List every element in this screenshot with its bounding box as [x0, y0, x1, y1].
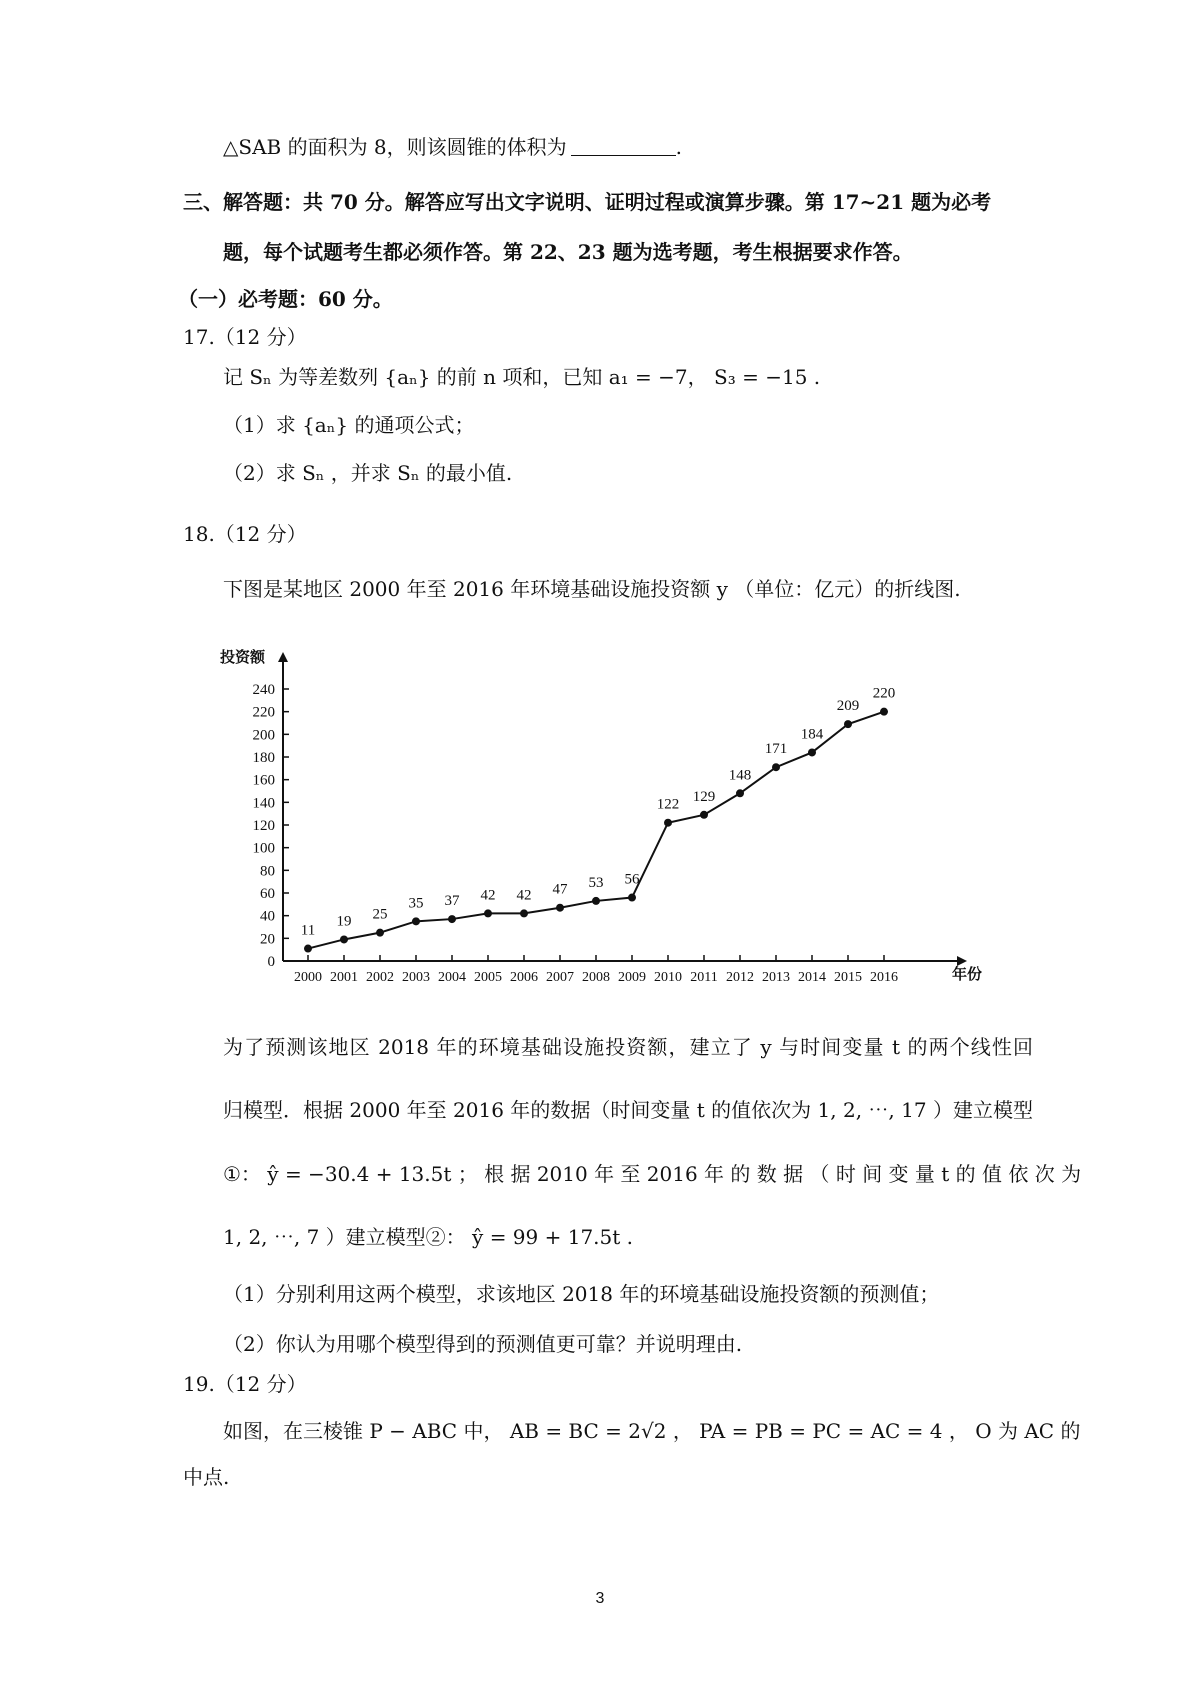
q19-statement: 如图，在三棱锥 P − ABC 中， AB = BC = 2√2 ， PA = PB = PC = AC = 4 ， O 为 AC 的 [223, 1419, 1081, 1443]
section-three-heading-cont: 题，每个试题考生都必须作答。第 22、23 题为选考题，考生根据要求作答。 [223, 240, 913, 264]
y-tick-label: 200 [252, 727, 275, 744]
q17-heading: 17.（12 分） [183, 325, 307, 349]
y-tick-label: 60 [260, 886, 275, 902]
series-line [308, 712, 884, 949]
x-tick-label: 2011 [690, 970, 718, 985]
x-tick-label: 2015 [834, 970, 862, 985]
x-axis-label: 年份 [952, 967, 983, 983]
data-label: 220 [872, 685, 896, 702]
x-tick-label: 2003 [402, 970, 430, 985]
x-tick-label: 2008 [582, 970, 610, 985]
x-tick-label: 2000 [294, 970, 322, 985]
data-label: 184 [800, 726, 824, 743]
q16-tail-line [223, 133, 682, 161]
data-point [484, 909, 492, 917]
data-label: 122 [656, 796, 680, 813]
data-point [772, 763, 780, 771]
data-point [412, 917, 420, 925]
data-label: 148 [728, 767, 752, 784]
data-point [340, 935, 348, 943]
y-tick-label: 100 [252, 840, 275, 857]
q16-tail-end: . [675, 135, 683, 159]
y-tick-label: 160 [252, 772, 275, 789]
x-axis-arrow [957, 956, 967, 966]
y-axis-label: 投资额 [220, 650, 266, 666]
data-label: 42 [480, 887, 496, 904]
y-tick-label: 180 [252, 750, 275, 766]
section-three-heading: 三、解答题：共 70 分。解答应写出文字说明、证明过程或演算步骤。第 17~21 题为必考 [183, 190, 992, 214]
x-tick-label: 2006 [510, 970, 538, 985]
data-label: 42 [516, 887, 532, 904]
q18-part2: （2）你认为用哪个模型得到的预测值更可靠？并说明理由. [223, 1332, 743, 1356]
data-point [844, 720, 852, 728]
investment-line-chart [200, 640, 1000, 985]
x-tick-label: 2009 [618, 970, 646, 985]
data-point [880, 708, 888, 716]
q18-statement: 下图是某地区 2000 年至 2016 年环境基础设施投资额 y （单位：亿元）的折线图. [223, 577, 961, 601]
y-tick-label: 20 [260, 931, 275, 948]
data-label: 19 [336, 913, 352, 930]
q18-part1: （1）分别利用这两个模型，求该地区 2018 年的环境基础设施投资额的预测值； [223, 1282, 940, 1306]
q18-paragraph-line4: 1, 2, ⋯, 7 ）建立模型②： ŷ = 99 + 17.5t . [223, 1225, 634, 1249]
x-tick-label: 2005 [474, 970, 502, 985]
x-tick-label: 2014 [798, 970, 826, 985]
q16-tail-text: △SAB 的面积为 8，则该圆锥的体积为 [223, 135, 567, 159]
data-label: 37 [444, 893, 460, 910]
data-point [520, 909, 528, 917]
x-tick-label: 2013 [762, 970, 790, 985]
x-tick-label: 2004 [438, 970, 466, 985]
data-label: 56 [624, 871, 640, 888]
data-label: 171 [764, 741, 788, 758]
y-tick-label: 140 [252, 795, 275, 812]
q19-statement-cont: 中点. [183, 1465, 230, 1489]
data-point [304, 945, 312, 953]
data-label: 11 [300, 922, 316, 939]
data-label: 47 [552, 881, 568, 898]
data-point [556, 904, 564, 912]
y-axis-arrow [278, 652, 288, 662]
data-label: 35 [408, 895, 424, 912]
page-number: 3 [595, 1590, 605, 1607]
x-tick-label: 2001 [330, 970, 358, 985]
y-tick-label: 40 [260, 908, 275, 925]
y-tick-label: 220 [252, 704, 275, 721]
data-label: 25 [372, 906, 388, 923]
data-point [448, 915, 456, 923]
q18-heading: 18.（12 分） [183, 522, 307, 546]
x-axis-ticks [294, 955, 898, 985]
data-label: 53 [588, 874, 604, 891]
q17-part2: （2）求 Sₙ ，并求 Sₙ 的最小值. [223, 461, 513, 485]
answer-blank[interactable] [571, 135, 676, 156]
series-investment [301, 686, 895, 953]
x-tick-label: 2007 [546, 970, 574, 985]
q18-paragraph-line1: 为了预测该地区 2018 年的环境基础设施投资额，建立了 y 与时间变量 t 的两个线性回 [223, 1035, 1033, 1059]
q19-heading: 19.（12 分） [183, 1372, 307, 1396]
data-point [808, 748, 816, 756]
data-point [736, 789, 744, 797]
x-tick-label: 2002 [366, 970, 394, 985]
data-point [664, 819, 672, 827]
y-tick-label: 0 [267, 954, 275, 970]
y-tick-label: 80 [260, 863, 275, 880]
data-label: 129 [692, 788, 716, 805]
x-tick-label: 2016 [870, 970, 898, 985]
q17-statement: 记 Sₙ 为等差数列 {aₙ} 的前 n 项和，已知 a₁ = −7， S₃ = −15 . [223, 365, 821, 389]
x-tick-label: 2010 [654, 970, 682, 985]
q18-paragraph-line2: 归模型．根据 2000 年至 2016 年的数据（时间变量 t 的值依次为 1, 2, ⋯, 17 ）建立模型 [223, 1098, 1033, 1122]
y-tick-label: 120 [252, 818, 275, 834]
q18-paragraph-line3: ①： ŷ = −30.4 + 13.5t ； 根 据 2010 年 至 2016 年 的 数 据 （ 时 间 变 量 t 的 值 依 次 为 [223, 1162, 1082, 1186]
y-tick-label: 240 [252, 682, 275, 698]
x-tick-label: 2012 [726, 970, 754, 985]
data-point [376, 929, 384, 937]
data-point [700, 811, 708, 819]
data-point [628, 894, 636, 902]
data-point [592, 897, 600, 905]
q17-part1: （1）求 {aₙ} 的通项公式； [223, 413, 475, 437]
part-one-heading: （一）必考题：60 分。 [178, 287, 393, 311]
data-label: 209 [836, 698, 860, 715]
